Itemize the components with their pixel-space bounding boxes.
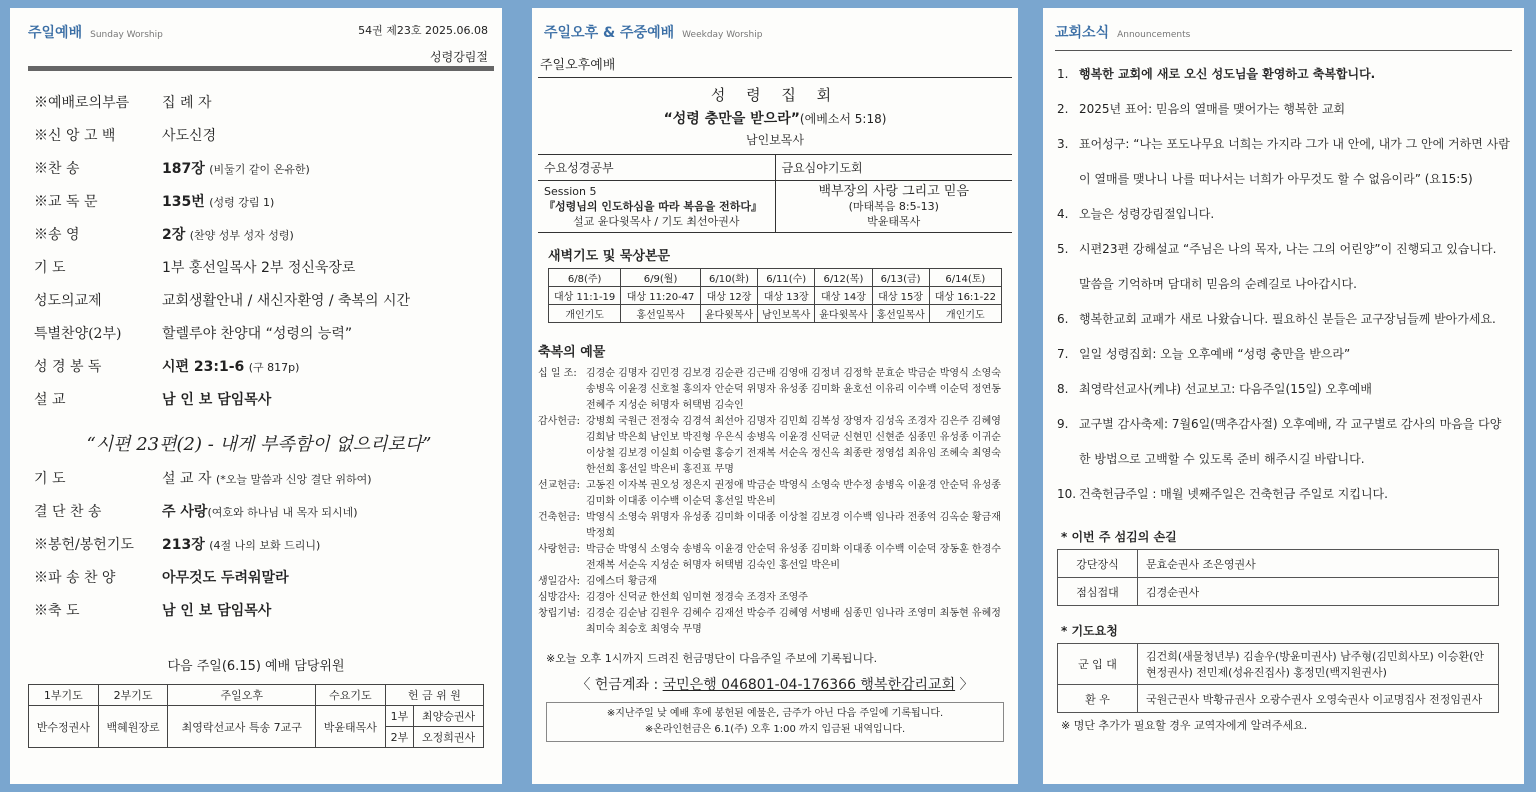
order-content: 아무것도 두려워말라: [162, 570, 289, 586]
duty-header: 수요기도: [315, 685, 385, 706]
service-value: 김경순권사: [1138, 578, 1499, 606]
offering-label: 십 일 조:: [538, 368, 577, 379]
announcement-num: 10.: [1057, 487, 1077, 501]
weekday-worship-panel: [532, 8, 1018, 784]
order-row: [34, 567, 484, 600]
panel3-title: 교회소식: [1055, 25, 1110, 41]
duty-header: 1부기도: [29, 685, 99, 706]
order-label: ※신 앙 고 백: [34, 128, 116, 144]
announcement-text: 오늘은 성령강림절입니다.: [1079, 207, 1215, 221]
order-label: 결 단 찬 송: [34, 504, 102, 520]
order-row: [34, 468, 484, 501]
offering-row: [532, 510, 1018, 542]
order-row: [34, 191, 484, 224]
order-content: 집 례 자: [162, 95, 212, 111]
order-row: [34, 323, 484, 356]
duty-cell: 2부: [385, 727, 414, 748]
sunday-worship-panel: [10, 8, 502, 784]
friday-title: 백부장의 사랑 그리고 믿음: [818, 184, 970, 199]
announcement-text: 시편23편 강해설교 “주님은 나의 목자, 나는 그의 어린양”이 진행되고 있습니다. 말씀을 기억하며 담대히 믿음의 순례길로 나아갑시다.: [1079, 242, 1497, 291]
duty-cell: 오정희권사: [414, 727, 484, 748]
offering-names: 강병희 국원근 전정숙 김경석 최선아 김명자 김민희 김복성 장영자 김성옥 조경자 김은주 김혜영 김희남 박은희 남인보 박진형 우은식 송병옥 이윤경 신덕균 신현민 신현준 심종민 유성종 이귀순 이상철 김보경 이실희 이승렬 홍승기 전재복 서순옥 정신옥 최종란 정영섭 최유임 조혜숙 최영숙 한선희 홍선일 박은비 홍진표 무명: [586, 416, 1001, 475]
order-label: ※송 영: [34, 227, 80, 243]
order-label: 기 도: [34, 471, 66, 487]
announcement-text: 최영락선교사(케냐) 선교보고: 다음주일(15일) 오후예배: [1079, 382, 1372, 396]
dawn-date: 6/13(금): [872, 269, 929, 287]
order-content: 2장: [162, 227, 186, 243]
wednesday-topic: 『성령님의 인도하심을 따라 복음을 전하다』: [544, 200, 762, 213]
announcement-item: [1057, 127, 1510, 197]
announcement-num: 7.: [1057, 347, 1069, 361]
service-table: [1057, 549, 1499, 606]
order-note: (4절 나의 보화 드리니): [209, 539, 321, 552]
order-content: 1부 홍선일목사 2부 정신욱장로: [162, 260, 356, 276]
offering-list: [532, 366, 1018, 638]
bless-title: 축복의 예물: [538, 345, 606, 360]
friday-ref: (마태복음 8:5-13): [848, 200, 939, 213]
gathering-ref: (에베소서 5:18): [799, 112, 887, 126]
announcement-list: [1043, 51, 1524, 512]
offering-label: 생일감사:: [538, 576, 581, 587]
account-line: [532, 674, 1018, 694]
order-label: ※예배로의부름: [34, 95, 130, 111]
offering-label: 선교헌금:: [538, 480, 581, 491]
divider: [538, 77, 1012, 78]
order-note: (비둘기 같이 온유한): [209, 163, 310, 176]
announcement-item: [1057, 232, 1510, 302]
announcement-item: [1057, 407, 1510, 477]
order-note: (구 817p): [248, 361, 300, 374]
wednesday-session: Session 5: [544, 185, 597, 198]
announcement-item: [1057, 372, 1510, 407]
wednesday-block: [538, 155, 775, 232]
offering-names: 김에스더 황금재: [586, 576, 657, 587]
order-row: [34, 125, 484, 158]
offering-names: 김경아 신덕균 한선희 임미현 정경숙 조경자 조영주: [586, 592, 808, 603]
dawn-leader: 홍선일목사: [872, 305, 929, 323]
notice-line: ※지난주일 낮 예배 후에 봉헌된 예물은, 금주가 아닌 다음 주일에 기록됩니다.: [606, 708, 944, 719]
order-row: [34, 290, 484, 323]
offering-notice-box: [546, 702, 1004, 742]
order-label: 성도의교제: [34, 293, 102, 309]
order-label: 설 교: [34, 392, 66, 408]
dawn-date: 6/8(주): [549, 269, 621, 287]
announcement-item: [1057, 302, 1510, 337]
order-content: 187장: [162, 161, 205, 177]
order-label: ※교 독 문: [34, 194, 98, 210]
prayer-label: 환 우: [1058, 685, 1138, 713]
dawn-text: 대상 13장: [758, 287, 815, 305]
offering-names: 김경순 김명자 김민경 김보경 김순관 김근배 김영애 김정녀 김정학 문효순 박금순 박영식 소영숙 송병옥 이윤경 신호철 홍의자 안순덕 위명자 유성종 김미화 윤호선 이유리 이수백 이순덕 정연동 전혜주 지성순 허명자 허택범 김숙인: [586, 368, 1001, 411]
announcement-item: [1057, 197, 1510, 232]
order-content: 주 사랑: [162, 504, 208, 520]
dawn-date: 6/9(월): [621, 269, 701, 287]
duty-cell: 박윤태목사: [315, 706, 385, 748]
announcement-text: 일일 성령집회: 오늘 오후예배 “성령 충만을 받으라”: [1079, 347, 1351, 361]
order-row: [34, 158, 484, 191]
offering-label: 건축헌금:: [538, 512, 581, 523]
announcement-item: [1057, 57, 1510, 92]
gathering-block: [532, 84, 1018, 148]
panel1-title-en: Sunday Worship: [90, 30, 163, 40]
offering-label: 창립기념:: [538, 608, 581, 619]
duty-cell: 백혜원장로: [98, 706, 168, 748]
announcement-num: 3.: [1057, 137, 1069, 151]
duty-title: 다음 주일(6.15) 예배 담당위원: [167, 659, 345, 674]
friday-block: [775, 155, 1013, 232]
gathering-title: 성 령 집 회: [710, 86, 840, 104]
prayer-title: * 기도요청: [1061, 624, 1118, 638]
header-divider: [28, 66, 494, 71]
midweek-services: [538, 154, 1012, 233]
announcement-item: [1057, 92, 1510, 127]
order-row: [34, 224, 484, 257]
panel2-title: 주일오후 & 주중예배: [544, 25, 675, 41]
offering-names: 고동진 이자복 권오성 정은지 권정애 박금순 박영식 소영숙 반수정 송병옥 이윤경 안순덕 유성종 김미화 이대종 이수백 이순덕 홍선일 박은비: [586, 480, 1001, 507]
duty-table: [28, 684, 484, 748]
announcement-text: 2025년 표어: 믿음의 열매를 맺어가는 행복한 교회: [1079, 102, 1346, 116]
order-note: (*오늘 말씀과 신앙 결단 위하여): [215, 473, 372, 486]
offering-label: 감사헌금:: [538, 416, 581, 427]
offering-row: [532, 542, 1018, 574]
dawn-text: 대상 12장: [700, 287, 757, 305]
order-content: 교회생활안내 / 새신자환영 / 축복의 시간: [162, 293, 411, 309]
announcement-num: 2.: [1057, 102, 1069, 116]
footer-note: ※ 명단 추가가 필요할 경우 교역자에게 알려주세요.: [1061, 719, 1308, 732]
dawn-table: [548, 268, 1002, 323]
service-label: 점심접대: [1058, 578, 1138, 606]
announcement-text: 행복한 교회에 새로 오신 성도님을 환영하고 축복합니다.: [1079, 67, 1376, 81]
offering-note: ※오늘 오후 1시까지 드려진 헌금명단이 다음주일 주보에 기록됩니다.: [546, 652, 878, 665]
dawn-text: 대상 11:1-19: [549, 287, 621, 305]
order-row: [34, 600, 484, 633]
order-row: [34, 92, 484, 125]
duty-cell: 최영락선교사 특송 7교구: [168, 706, 316, 748]
duty-header: 주일오후: [168, 685, 316, 706]
sermon-title: “시편 23편(2) - 내게 부족함이 없으리로다”: [86, 434, 432, 455]
service-title: * 이번 주 섬김의 손길: [1061, 530, 1177, 544]
offering-row: [532, 414, 1018, 478]
offering-row: [532, 478, 1018, 510]
duty-cell: 1부: [385, 706, 414, 727]
offering-row: [532, 590, 1018, 606]
order-row: [34, 389, 484, 422]
notice-line: ※온라인헌금은 6.1(주) 오후 1:00 까지 입금된 내역입니다.: [644, 724, 906, 735]
dawn-text: 대상 14장: [815, 287, 872, 305]
order-row: [34, 356, 484, 389]
dawn-text: 대상 16:1-22: [929, 287, 1001, 305]
wednesday-header: 수요성경공부: [538, 155, 775, 181]
offering-row: [532, 366, 1018, 414]
gathering-pastor: 남인보목사: [746, 133, 804, 147]
account-label: 〈 헌금계좌 :: [576, 677, 659, 693]
dawn-leader: 윤다윗목사: [700, 305, 757, 323]
announcement-num: 5.: [1057, 242, 1069, 256]
order-label: 기 도: [34, 260, 66, 276]
duty-cell: 반수정권사: [29, 706, 99, 748]
order-label: ※봉헌/봉헌기도: [34, 537, 134, 553]
duty-header: 2부기도: [98, 685, 168, 706]
dawn-text: 대상 15장: [872, 287, 929, 305]
offering-names: 김경순 김순남 김원우 김혜수 김재선 박승주 김혜영 서병배 심종민 임나라 조영미 최동현 유혜정 최미숙 최승호 최영숙 무명: [586, 608, 1001, 635]
announcement-num: 8.: [1057, 382, 1069, 396]
order-row: [34, 257, 484, 290]
order-row: [34, 534, 484, 567]
announcements-panel: [1043, 8, 1524, 784]
order-content: 할렐루야 찬양대 “성령의 능력”: [162, 326, 353, 342]
prayer-value: 국원근권사 박황규권사 오광수권사 오영숙권사 이교명집사 전정임권사: [1138, 685, 1499, 713]
order-content: 설 교 자: [162, 471, 212, 487]
account-value: 국민은행 046801-04-176366 행복한감리교회: [662, 677, 956, 693]
order-content: 남 인 보 담임목사: [162, 392, 272, 408]
issue-number: 54권 제23호 2025.06.08: [358, 24, 488, 37]
dawn-date: 6/14(토): [929, 269, 1001, 287]
service-label: 강단장식: [1058, 550, 1138, 578]
announcement-num: 9.: [1057, 417, 1069, 431]
account-end: 〉: [959, 677, 974, 693]
order-note: (찬양 성부 성자 성령): [189, 229, 294, 242]
order-content: 135번: [162, 194, 205, 210]
panel3-title-en: Announcements: [1117, 30, 1191, 40]
panel1-title: 주일예배: [28, 25, 83, 41]
order-content: 사도신경: [162, 128, 217, 144]
order-label: 성 경 봉 독: [34, 359, 102, 375]
dawn-leader: 남인보목사: [758, 305, 815, 323]
dawn-leader: 개인기도: [549, 305, 621, 323]
announcement-num: 4.: [1057, 207, 1069, 221]
afternoon-service-label: 주일오후예배: [540, 58, 616, 73]
order-note: (여호와 하나님 내 목자 되시네): [207, 506, 358, 519]
announcement-text: 건축헌금주일 : 매월 넷째주일은 건축헌금 주일로 지킵니다.: [1079, 487, 1388, 501]
announcement-text: 표어성구: “나는 포도나무요 너희는 가지라 그가 내 안에, 내가 그 안에 거하면 사람이 열매를 맺나니 나를 떠나서는 너희가 아무것도 할 수 없음이라” (요15:5): [1079, 137, 1510, 186]
order-label: ※축 도: [34, 603, 80, 619]
order-label: ※파 송 찬 양: [34, 570, 116, 586]
order-note: (성령 강림 1): [209, 196, 275, 209]
dawn-date: 6/12(목): [815, 269, 872, 287]
prayer-label: 군 입 대: [1058, 644, 1138, 685]
offering-label: 사랑헌금:: [538, 544, 581, 555]
prayer-table: [1057, 643, 1499, 713]
offering-label: 심방감사:: [538, 592, 581, 603]
dawn-date: 6/10(화): [700, 269, 757, 287]
order-label: 특별찬양(2부): [34, 326, 122, 342]
friday-header: 금요심야기도회: [776, 155, 1013, 181]
order-label: ※찬 송: [34, 161, 80, 177]
announcement-item: [1057, 477, 1510, 512]
order-row: [34, 501, 484, 534]
friday-pastor: 박윤태목사: [867, 215, 921, 228]
dawn-title: 새벽기도 및 묵상본문: [548, 249, 671, 264]
offering-row: [532, 606, 1018, 638]
offering-names: 박영식 소영숙 위명자 유성종 김미화 이대종 이상철 김보경 이수백 임나라 전종억 김옥순 황금재 박정희: [586, 512, 1001, 539]
dawn-date: 6/11(수): [758, 269, 815, 287]
order-content: 213장: [162, 537, 205, 553]
announcement-text: 행복한교회 교패가 새로 나왔습니다. 필요하신 분들은 교구장님들께 받아가세요.: [1079, 312, 1496, 326]
offering-row: [532, 574, 1018, 590]
announcement-num: 1.: [1057, 67, 1069, 81]
service-value: 문효순권사 조은영권사: [1138, 550, 1499, 578]
dawn-leader: 홍선일목사: [621, 305, 701, 323]
gathering-theme: “성령 충만을 받으라”: [663, 111, 800, 127]
dawn-leader: 윤다윗목사: [815, 305, 872, 323]
order-content: 남 인 보 담임목사: [162, 603, 272, 619]
prayer-value: 김건희(새물청년부) 김솔우(방윤미권사) 남주형(김민희사모) 이승환(안현정권사) 전민제(성유진집사) 홍정민(백지원권사): [1138, 644, 1499, 685]
offering-names: 박금순 박영식 소영숙 송병옥 이윤경 안순덕 유성종 김미화 이대종 이수백 이순덕 장동훈 한경수 전재복 서순옥 지성순 허명자 허택범 김숙인 홍선일 박은비: [586, 544, 1001, 571]
order-content: 시편 23:1-6: [162, 359, 245, 375]
announcement-item: [1057, 337, 1510, 372]
duty-header: 헌 금 위 원: [385, 685, 483, 706]
wednesday-people: 설교 윤다윗목사 / 기도 최선아권사: [573, 215, 740, 228]
feast-name: 성령강림절: [430, 50, 488, 64]
worship-order: [10, 70, 502, 633]
dawn-text: 대상 11:20-47: [621, 287, 701, 305]
dawn-leader: 개인기도: [929, 305, 1001, 323]
duty-cell: 최양승권사: [414, 706, 484, 727]
panel2-title-en: Weekday Worship: [682, 30, 763, 40]
announcement-text: 교구별 감사축제: 7월6일(맥추감사절) 오후예배, 각 교구별로 감사의 마음을 다양한 방법으로 고백할 수 있도록 준비 해주시길 바랍니다.: [1079, 417, 1502, 466]
announcement-num: 6.: [1057, 312, 1069, 326]
